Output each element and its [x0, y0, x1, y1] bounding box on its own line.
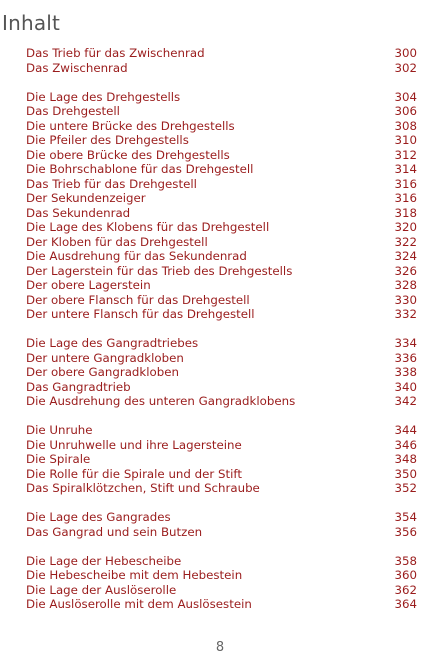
page-number: 8 [215, 640, 225, 655]
toc-entry-title: Der obere Lagerstein [26, 278, 151, 292]
toc-entry[interactable] [26, 510, 417, 525]
toc-entry[interactable] [26, 119, 417, 134]
toc-entry-title: Die Pfeiler des Drehgestells [26, 133, 189, 147]
toc-entry[interactable] [26, 46, 417, 61]
toc-entry-page: 332 [394, 307, 417, 321]
toc-entry-page: 326 [394, 263, 417, 278]
toc-entry[interactable] [26, 336, 417, 351]
toc-entry[interactable] [26, 423, 417, 438]
toc-entry-page: 302 [394, 60, 417, 75]
toc-entry-page: 324 [394, 249, 417, 263]
toc-entry[interactable] [26, 438, 417, 453]
toc-entry-page: 316 [394, 191, 417, 205]
toc-entry-page: 342 [394, 394, 417, 408]
toc-entry-title: Das Gangrad und sein Butzen [26, 524, 203, 539]
toc-entry[interactable] [26, 249, 417, 264]
toc-entry[interactable] [26, 191, 417, 206]
toc-entry[interactable] [26, 452, 417, 467]
toc-entry-title: Die obere Brücke des Drehgestells [26, 147, 230, 162]
toc-entry-page: 338 [394, 365, 417, 379]
toc-entry-title: Das Drehgestell [26, 104, 120, 118]
toc-entry-page: 346 [394, 437, 417, 452]
toc-entry[interactable] [26, 351, 417, 366]
toc-entry-page: 340 [394, 379, 417, 394]
toc-entry[interactable] [26, 554, 417, 569]
toc-section [26, 46, 417, 75]
toc-entry[interactable] [26, 235, 417, 250]
page-title: Inhalt [2, 11, 61, 36]
toc-entry-page: 320 [394, 220, 417, 234]
toc-section [26, 336, 417, 409]
toc-entry-title: Die Spirale [26, 452, 91, 466]
toc-entry-title: Das Spiralklötzchen, Stift und Schraube [26, 481, 260, 495]
toc-entry-page: 364 [394, 597, 417, 611]
toc-section [26, 90, 417, 322]
toc-entry-title: Die Lage des Gangrades [26, 510, 171, 524]
toc-entry[interactable] [26, 525, 417, 540]
toc-entry[interactable] [26, 307, 417, 322]
toc-entry-title: Die Unruhwelle und ihre Lagersteine [26, 437, 242, 452]
toc-entry[interactable] [26, 365, 417, 380]
toc-entry[interactable] [26, 162, 417, 177]
toc-entry-page: 334 [394, 336, 417, 350]
toc-entry[interactable] [26, 278, 417, 293]
toc-section [26, 554, 417, 612]
table-of-contents [26, 46, 417, 626]
toc-entry[interactable] [26, 467, 417, 482]
toc-entry-page: 306 [394, 104, 417, 118]
toc-entry-title: Der untere Flansch für das Drehgestell [26, 307, 255, 321]
toc-entry-title: Die Lage des Drehgestells [26, 89, 181, 104]
toc-entry-page: 310 [394, 133, 417, 147]
toc-entry[interactable] [26, 583, 417, 598]
toc-entry-title: Der Kloben für das Drehgestell [26, 234, 208, 249]
toc-entry-title: Das Gangradtrieb [26, 379, 131, 394]
toc-entry-title: Die Ausdrehung für das Sekundenrad [26, 249, 247, 263]
toc-section [26, 510, 417, 539]
toc-entry-title: Das Trieb für das Drehgestell [26, 176, 197, 191]
toc-entry-page: 312 [394, 147, 417, 162]
toc-entry-title: Das Trieb für das Zwischenrad [26, 46, 205, 60]
toc-entry-title: Die Lage der Auslöserolle [26, 582, 177, 597]
toc-entry-page: 348 [394, 452, 417, 466]
toc-entry[interactable] [26, 380, 417, 395]
toc-entry[interactable] [26, 90, 417, 105]
toc-entry-title: Die Lage des Gangradtriebes [26, 336, 199, 350]
toc-entry-page: 304 [394, 89, 417, 104]
toc-entry-title: Die Auslöserolle mit dem Auslösestein [26, 597, 252, 611]
toc-entry-page: 300 [394, 46, 417, 60]
toc-entry[interactable] [26, 133, 417, 148]
toc-entry[interactable] [26, 597, 417, 612]
toc-section [26, 423, 417, 496]
toc-entry-page: 360 [394, 568, 417, 582]
toc-entry-page: 316 [394, 176, 417, 191]
toc-entry-page: 330 [394, 292, 417, 307]
toc-entry-page: 328 [394, 278, 417, 292]
toc-entry-title: Die Lage der Hebescheibe [26, 553, 182, 568]
toc-entry-title: Der Sekundenzeiger [26, 191, 146, 205]
toc-entry-page: 318 [394, 205, 417, 220]
toc-entry-title: Die Bohrschablone für das Drehgestell [26, 162, 254, 176]
toc-entry-title: Die Rolle für die Spirale und der Stift [26, 466, 242, 481]
toc-entry[interactable] [26, 104, 417, 119]
toc-entry[interactable] [26, 220, 417, 235]
toc-entry-page: 354 [394, 510, 417, 524]
toc-entry[interactable] [26, 206, 417, 221]
toc-entry-page: 336 [394, 350, 417, 365]
toc-entry-page: 322 [394, 234, 417, 249]
toc-entry-title: Der untere Gangradkloben [26, 350, 184, 365]
toc-entry[interactable] [26, 394, 417, 409]
toc-entry[interactable] [26, 177, 417, 192]
toc-entry-page: 344 [394, 423, 417, 437]
toc-entry-page: 358 [394, 553, 417, 568]
toc-entry[interactable] [26, 481, 417, 496]
toc-entry-title: Die Hebescheibe mit dem Hebestein [26, 568, 243, 582]
toc-entry-page: 350 [394, 466, 417, 481]
toc-entry-page: 352 [394, 481, 417, 495]
toc-entry-title: Die Lage des Klobens für das Drehgestell [26, 220, 270, 234]
toc-entry-page: 362 [394, 582, 417, 597]
toc-entry-title: Die Unruhe [26, 423, 93, 437]
toc-entry-title: Die Ausdrehung des unteren Gangradklobens [26, 394, 296, 408]
toc-entry-title: Das Sekundenrad [26, 205, 131, 220]
toc-entry-page: 356 [394, 524, 417, 539]
toc-entry[interactable] [26, 264, 417, 279]
toc-entry-title: Das Zwischenrad [26, 60, 128, 75]
toc-entry-page: 308 [394, 118, 417, 133]
toc-entry-title: Der Lagerstein für das Trieb des Drehgestells [26, 263, 293, 278]
toc-entry-page: 314 [394, 162, 417, 176]
toc-entry-title: Der obere Flansch für das Drehgestell [26, 292, 250, 307]
toc-entry[interactable] [26, 148, 417, 163]
toc-entry-title: Die untere Brücke des Drehgestells [26, 118, 235, 133]
toc-entry[interactable] [26, 61, 417, 76]
toc-entry-title: Der obere Gangradkloben [26, 365, 179, 379]
toc-entry[interactable] [26, 293, 417, 308]
toc-entry[interactable] [26, 568, 417, 583]
